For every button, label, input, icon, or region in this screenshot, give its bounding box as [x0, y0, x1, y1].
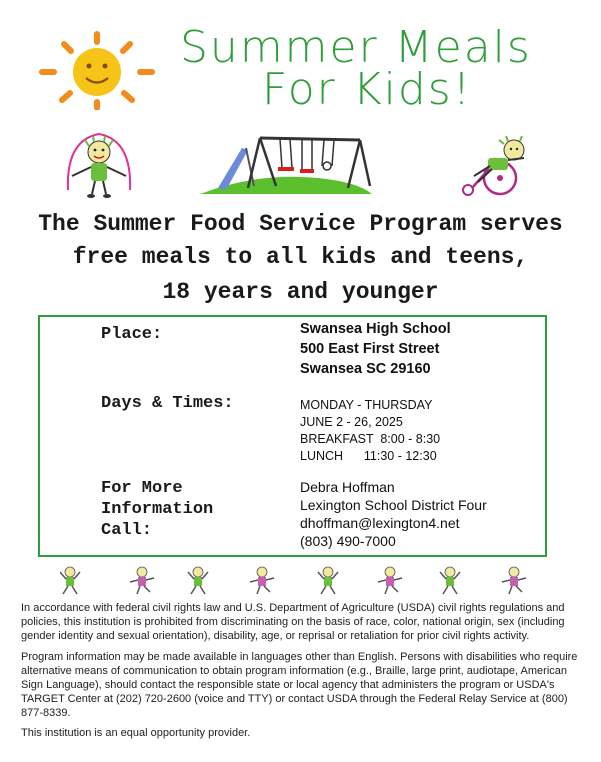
days-line: MONDAY - THURSDAY [300, 398, 433, 412]
place-line: 500 East First Street [300, 341, 440, 357]
kid-figure-icon [188, 567, 208, 594]
title-line1: Summer Meals [180, 22, 532, 73]
nondiscrimination-statement: In accordance with federal civil rights law and U.S. Department of Agriculture (USDA) civil rights regulations and policies, this institution is prohibited from discriminating on the basis of race, color, national origin, sex (including gender identity and sexual orientation), disability, age, or reprisal or retaliation for prior civil rights activity. [21, 602, 565, 642]
headline-line3: 18 years and younger [162, 279, 439, 305]
playground-icon [198, 130, 374, 196]
days-times-details [300, 397, 440, 465]
contact-email[interactable]: dhoffman@lexington4.net [300, 515, 460, 531]
place-line: Swansea High School [300, 321, 451, 337]
kid-figure-icon [502, 567, 526, 594]
title-line2: For Kids! [262, 64, 473, 115]
kid-figure-icon [250, 567, 274, 594]
days-line: JUNE 2 - 26, 2025 [300, 415, 403, 429]
days-line: LUNCH 11:30 - 12:30 [300, 449, 437, 463]
place-details [300, 319, 451, 379]
place-line: Swansea SC 29160 [300, 361, 431, 377]
kid-figure-icon [130, 567, 154, 594]
headline-line2: free meals to all kids and teens, [72, 244, 529, 270]
wheelchair-kid-icon [452, 136, 532, 198]
headline-line1: The Summer Food Service Program serves [38, 211, 563, 237]
contact-label-line: Information [101, 500, 214, 519]
sun-icon [34, 30, 160, 110]
kid-figure-icon [318, 567, 338, 594]
place-label: Place: [101, 325, 163, 344]
contact-organization: Lexington School District Four [300, 497, 487, 513]
contact-details [300, 478, 487, 550]
kid-figure-icon [60, 567, 80, 594]
days-times-label: Days & Times: [101, 394, 234, 413]
kid-figure-icon [378, 567, 402, 594]
kid-figure-icon [440, 567, 460, 594]
equal-opportunity-statement: This institution is an equal opportunity provider. [21, 727, 251, 739]
contact-label-line: Call: [101, 521, 153, 540]
contact-phone: (803) 490-7000 [300, 533, 396, 549]
kids-figure-row [60, 566, 540, 596]
contact-label-line: For More [101, 479, 183, 498]
contact-label [101, 478, 213, 541]
days-line: BREAKFAST 8:00 - 8:30 [300, 432, 441, 446]
contact-name: Debra Hoffman [300, 479, 395, 495]
program-information-statement: Program information may be made available in languages other than English. Persons with disabilities who require alternative means of communication to obtain program information (e.g., Braille, large print, audiotape, American Sign Language), should contact the responsible state or local agency that administers the program or USDA's TARGET Center at (202) 720-2600 (voice and TTY) or contact USDA through the Federal Relay Service at (800) 877-8339. [21, 651, 578, 719]
jump-rope-girl-icon [58, 130, 140, 202]
